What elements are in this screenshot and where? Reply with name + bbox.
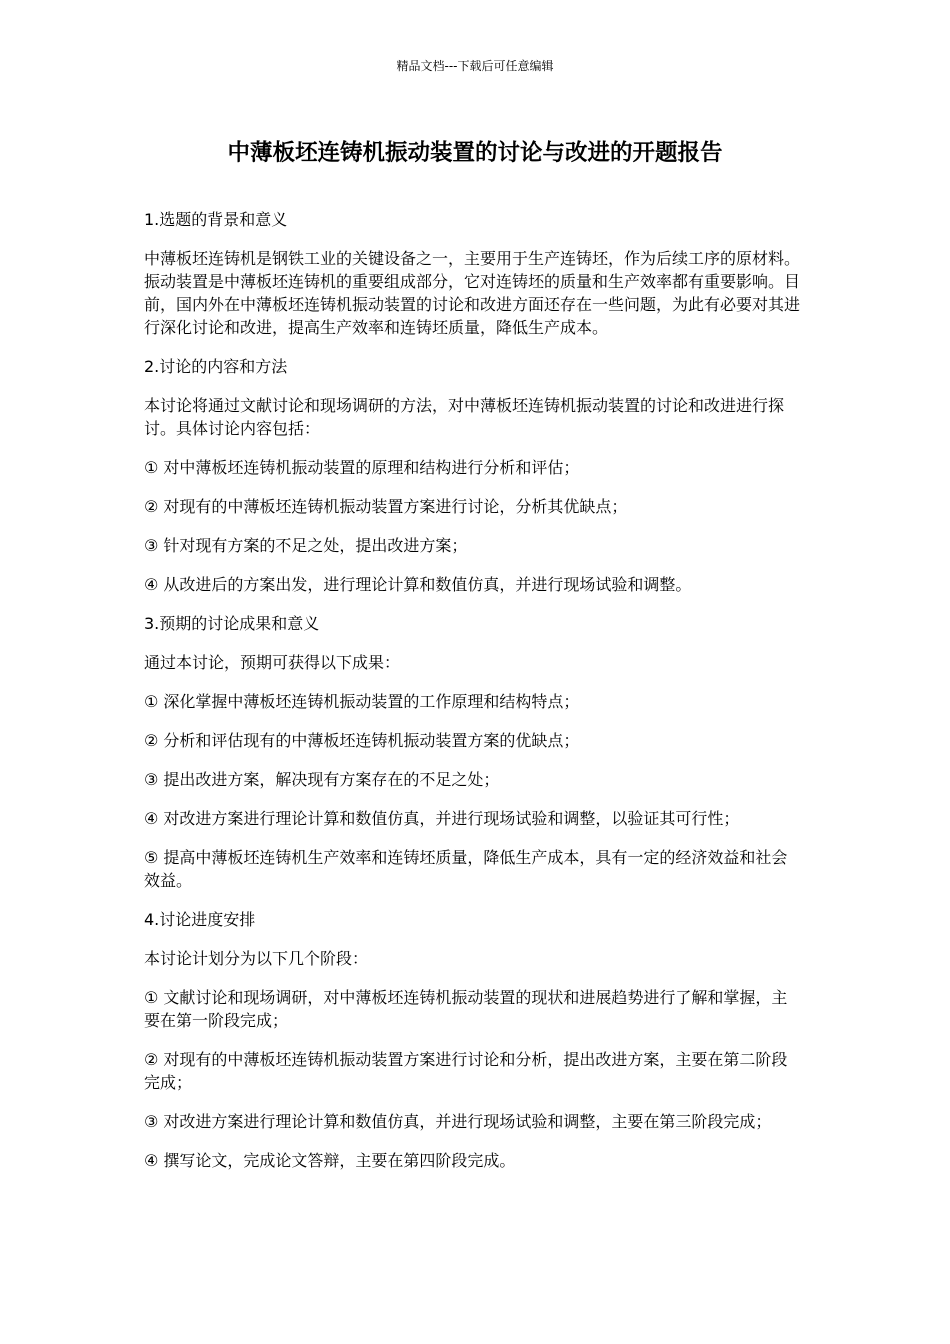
header-note: 精品文档---下载后可任意编辑	[396, 59, 554, 73]
list-item: ③ 对改进方案进行理论计算和数值仿真，并进行现场试验和调整，主要在第三阶段完成；	[144, 1112, 772, 1131]
list-item: ③ 针对现有方案的不足之处，提出改进方案；	[144, 536, 468, 555]
section-heading-expected-results: 3.预期的讨论成果和意义	[144, 614, 320, 633]
paragraph-background: 中薄板坯连铸机是钢铁工业的关键设备之一，主要用于生产连铸坯，作为后续工序的原材料。振动装置是中薄板坯连铸机的重要组成部分，它对连铸坯的质量和生产效率都有重要影响。目前，国内外在中薄板坯连铸机振动装置的讨论和改进方面还存在一些问题，为此有必要对其进行深化讨论和改进，提高生产效率和连铸坯质量，降低生产成本。	[144, 249, 801, 337]
list-item: ② 对现有的中薄板坯连铸机振动装置方案进行讨论和分析，提出改进方案，主要在第二阶段完成；	[144, 1050, 788, 1092]
document-title: 中薄板坯连铸机振动装置的讨论与改进的开题报告	[227, 140, 723, 166]
document-body	[144, 208, 800, 1188]
list-item: ⑤ 提高中薄板坯连铸机生产效率和连铸坯质量，降低生产成本，具有一定的经济效益和社会效益。	[144, 848, 788, 890]
paragraph-schedule: 本讨论计划分为以下几个阶段：	[144, 949, 369, 968]
list-item: ② 分析和评估现有的中薄板坯连铸机振动装置方案的优缺点；	[144, 731, 580, 750]
list-item: ④ 对改进方案进行理论计算和数值仿真，并进行现场试验和调整，以验证其可行性；	[144, 809, 740, 828]
paragraph-content-method: 本讨论将通过文献讨论和现场调研的方法，对中薄板坯连铸机振动装置的讨论和改进进行探讨。具体讨论内容包括：	[144, 396, 785, 438]
paragraph-expected-results: 通过本讨论，预期可获得以下成果：	[144, 653, 401, 672]
list-item: ④ 撰写论文，完成论文答辩，主要在第四阶段完成。	[144, 1151, 516, 1170]
list-item: ③ 提出改进方案，解决现有方案存在的不足之处；	[144, 770, 500, 789]
list-item: ④ 从改进后的方案出发，进行理论计算和数值仿真，并进行现场试验和调整。	[144, 575, 692, 594]
list-item: ② 对现有的中薄板坯连铸机振动装置方案进行讨论，分析其优缺点；	[144, 497, 628, 516]
section-heading-content-method: 2.讨论的内容和方法	[144, 357, 288, 376]
section-heading-background: 1.选题的背景和意义	[144, 210, 288, 229]
section-heading-schedule: 4.讨论进度安排	[144, 910, 256, 929]
list-item: ① 文献讨论和现场调研，对中薄板坯连铸机振动装置的现状和进展趋势进行了解和掌握，主要在第一阶段完成；	[144, 988, 788, 1030]
list-item: ① 深化掌握中薄板坯连铸机振动装置的工作原理和结构特点；	[144, 692, 580, 711]
list-item: ① 对中薄板坯连铸机振动装置的原理和结构进行分析和评估；	[144, 458, 580, 477]
